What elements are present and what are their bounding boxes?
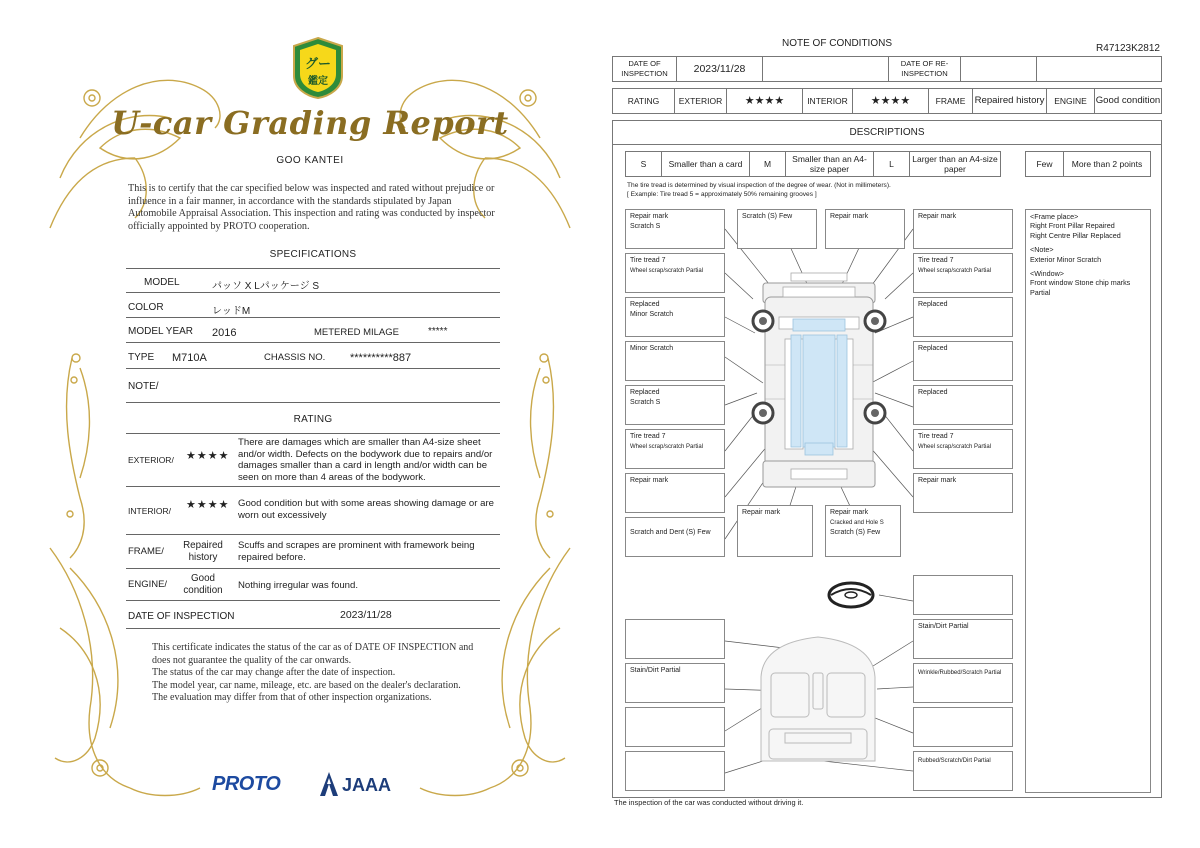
condition-box (625, 707, 725, 747)
notes-line: Right Centre Pillar Replaced (1030, 230, 1121, 240)
condition-box (913, 429, 1013, 469)
condition-label: Stain/Dirt Partial (630, 667, 681, 674)
condition-label: Tire tread 7 (918, 433, 954, 440)
condition-label: Repair mark (918, 213, 957, 220)
mileage-value: ***** (428, 326, 448, 337)
color-label: COLOR (128, 302, 164, 313)
condition-detail: Wheel scrap/scratch Partial (630, 444, 704, 450)
type-value: M710A (172, 352, 207, 364)
chassis-label: CHASSIS NO. (264, 352, 326, 363)
interior-stars: ★★★★ (853, 89, 929, 113)
disclaimer-line: This certificate indicates the status of the car as of DATE OF INSPECTION and does not guarantee the quality of the car onwards. (152, 642, 474, 666)
date-reinspection-value (961, 57, 1037, 81)
color-value: レッドM (212, 306, 251, 317)
condition-box (913, 575, 1013, 615)
engine-value: Good condition (183, 573, 223, 596)
condition-box (913, 385, 1013, 425)
condition-box (625, 473, 725, 513)
condition-detail: Scratch (S) Few (830, 529, 881, 536)
few-scale-table (1025, 151, 1151, 177)
note-of-conditions-sheet (612, 34, 1164, 814)
condition-label: Repair mark (918, 477, 957, 484)
scale-s-desc: Smaller than a card (662, 152, 750, 176)
disclaimer-line: The model year, car name, mileage, etc. are based on the dealer's declaration. (152, 679, 461, 691)
proto-logo: PROTO (212, 773, 281, 795)
condition-box (625, 385, 725, 425)
interior-label: INTERIOR/ (128, 506, 171, 516)
disclaimer-line: The status of the car may change after the date of inspection. (152, 667, 396, 679)
condition-detail: Scratch S (630, 399, 661, 406)
condition-box (625, 619, 725, 659)
frame-description: Scuffs and scrapes are prominent with framework being repaired before. (238, 540, 475, 563)
model-year-value: 2016 (212, 327, 237, 339)
rating-row-date (126, 601, 500, 629)
condition-box (913, 341, 1013, 381)
certificate-subtitle: GOO KANTEI (276, 155, 344, 166)
footer-note: The inspection of the car was conducted without driving it. (614, 798, 804, 807)
certification-statement: This is to certify that the car specified below was inspected and rated without prejudice or influence in a fair manner, in accordance with the standards stipulated by Japan Automobile Appraisal Association. This inspection and rating was conducted by inspector officially appointed by PROTO cooperation. (128, 183, 495, 232)
condition-label: Repair mark (630, 213, 669, 220)
model-value: パッソ X Lパッケージ S (212, 281, 320, 292)
condition-box (737, 209, 817, 249)
condition-box (625, 341, 725, 381)
condition-detail: Scratch S (630, 223, 661, 230)
condition-detail: Wheel scrap/scratch Partial (630, 268, 704, 274)
blank-cell (1037, 57, 1161, 81)
engine-label: ENGINE/ (128, 579, 168, 590)
condition-label: Replaced (918, 345, 948, 352)
rating-row-interior (126, 487, 500, 535)
condition-box (913, 253, 1013, 293)
condition-label: Replaced (630, 389, 660, 396)
interior-stars: ★★★★ (186, 499, 230, 511)
rating-row-frame (126, 535, 500, 569)
date-inspection-label: DATE OF INSPECTION (613, 57, 677, 81)
rating-row-exterior (126, 433, 500, 487)
condition-box (913, 619, 1013, 659)
interior-description: Good condition but with some areas showing damage or are worn out excessively (238, 498, 494, 521)
spec-row-model (126, 268, 500, 293)
notes-panel (1025, 209, 1151, 793)
engine-description: Nothing irregular was found. (238, 580, 358, 591)
condition-label: Tire tread 7 (630, 433, 666, 440)
spec-row-color (126, 293, 500, 318)
condition-label: Repair mark (630, 477, 669, 484)
notes-line: <Frame place> (1030, 212, 1079, 221)
frame-label: FRAME/ (128, 546, 164, 557)
engine-value: Good condition (1095, 95, 1161, 106)
condition-box (913, 663, 1013, 703)
condition-label: Replaced (918, 301, 948, 308)
disclaimer (152, 642, 482, 705)
grading-certificate (40, 28, 580, 818)
rating-row-engine (126, 569, 500, 601)
jaaa-emblem-icon (320, 772, 338, 796)
condition-detail: Wheel scrap/scratch Partial (918, 444, 992, 450)
spec-row-type (126, 343, 500, 369)
chassis-value: **********887 (350, 352, 412, 364)
condition-box (625, 663, 725, 703)
sheet-title: NOTE OF CONDITIONS (782, 38, 892, 49)
rating-label: RATING (613, 89, 675, 113)
notes-line: <Window> (1030, 269, 1064, 279)
scale-m: M (750, 152, 786, 176)
condition-box (625, 253, 725, 293)
type-label: TYPE (128, 352, 155, 363)
report-number: R47123K2812 (1096, 43, 1160, 54)
exterior-description: There are damages which are smaller than A4-size sheet and/or width. Defects on the bodywork due to repairs and/or damages smaller than a card in length and/or width can be seen on more than 4 areas of the bodywork. (238, 437, 493, 483)
condition-label: Repair mark (830, 509, 869, 516)
condition-label: Scratch (S) Few (742, 213, 793, 220)
condition-detail: Cracked and Hole S (830, 520, 884, 526)
scale-few-desc: More than 2 points (1071, 159, 1143, 169)
svg-text:鑑定: 鑑定 (308, 76, 328, 87)
condition-box (825, 209, 905, 249)
scale-few: Few (1026, 152, 1064, 176)
rating-table (612, 88, 1162, 114)
condition-box (913, 473, 1013, 513)
notes-line: Front window Stone chip marks Partial (1030, 278, 1131, 297)
condition-box (825, 505, 901, 557)
interior-label: INTERIOR (803, 89, 853, 113)
condition-box (913, 707, 1013, 747)
engine-label: ENGINE (1047, 89, 1095, 113)
condition-label: Minor Scratch (630, 345, 674, 352)
condition-box (625, 297, 725, 337)
date-reinspection-label: DATE OF RE-INSPECTION (889, 57, 961, 81)
condition-label: Tire tread 7 (918, 257, 954, 264)
exterior-label: EXTERIOR/ (128, 455, 174, 465)
tire-note-line: [ Example: Tire tread 5 = approximately 50% remaining grooves ] (627, 191, 817, 198)
condition-label: Scratch and Dent (S) Few (630, 529, 711, 536)
disclaimer-line: The evaluation may differ from that of other inspection organizations. (152, 692, 432, 704)
date-table (612, 56, 1162, 82)
condition-box (625, 751, 725, 791)
logos (212, 770, 412, 800)
note-label: NOTE/ (128, 381, 159, 392)
exterior-stars: ★★★★ (186, 450, 230, 462)
specifications-heading: SPECIFICATIONS (269, 249, 357, 260)
spec-row-model-year (126, 318, 500, 343)
descriptions-heading: DESCRIPTIONS (613, 121, 1161, 145)
condition-box (737, 505, 813, 557)
condition-box (625, 429, 725, 469)
jaaa-logo: JAAA (342, 775, 392, 795)
scale-m-desc: Smaller than an A4-size paper (786, 152, 874, 176)
notes-line: <Note> (1030, 245, 1054, 255)
condition-label: Repair mark (742, 509, 781, 516)
rating-heading: RATING (293, 414, 333, 425)
condition-label: Repair mark (830, 213, 869, 220)
condition-box (625, 209, 725, 249)
condition-label: Rubbed/Scratch/Dirt Partial (918, 758, 991, 764)
condition-label: Replaced (630, 301, 660, 308)
descriptions-box (612, 120, 1162, 798)
svg-text:グー: グー (304, 57, 332, 72)
notes-line: Exterior Minor Scratch (1030, 254, 1102, 264)
condition-label: Tire tread 7 (630, 257, 666, 264)
condition-box (913, 209, 1013, 249)
date-inspection-value: 2023/11/28 (677, 57, 763, 81)
condition-detail: Wheel scrap/scratch Partial (918, 268, 992, 274)
condition-box (625, 517, 725, 557)
model-label: MODEL (144, 277, 180, 288)
mileage-label: METERED MILAGE (314, 327, 399, 338)
condition-label: Stain/Dirt Partial (918, 623, 969, 630)
tire-note-line: The tire tread is determined by visual inspection of the degree of wear. (Not in millimeters). (627, 182, 891, 189)
scale-l: L (874, 152, 910, 176)
date-label: DATE OF INSPECTION (128, 611, 235, 622)
condition-box (913, 751, 1013, 791)
condition-label: Replaced (918, 389, 948, 396)
condition-detail: Minor Scratch (630, 311, 674, 318)
exterior-label: EXTERIOR (675, 89, 727, 113)
frame-value: Repaired history (973, 89, 1047, 113)
frame-value: Repaired history (183, 540, 223, 563)
scale-l-desc: Larger than an A4-size paper (912, 154, 998, 174)
scale-s: S (626, 152, 662, 176)
blank-cell (763, 57, 889, 81)
condition-label: Wrinkle/Rubbed/Scratch Partial (918, 670, 1002, 676)
spec-row-note (126, 369, 500, 403)
date-value: 2023/11/28 (340, 609, 392, 621)
goo-kantei-badge-icon (290, 36, 346, 100)
notes-line: Right Front Pillar Repaired (1030, 221, 1115, 231)
certificate-title: U-car Grading Report (111, 104, 509, 142)
steering-wheel-icon (829, 583, 873, 607)
frame-label: FRAME (929, 89, 973, 113)
exterior-stars: ★★★★ (727, 89, 803, 113)
condition-box (913, 297, 1013, 337)
model-year-label: MODEL YEAR (128, 326, 194, 337)
